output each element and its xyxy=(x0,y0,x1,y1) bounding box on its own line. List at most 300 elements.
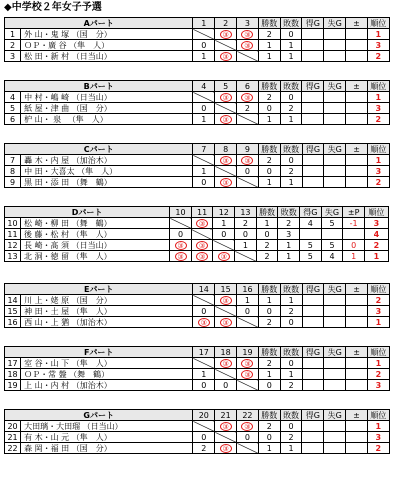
match-score-win xyxy=(215,443,237,454)
wins-value: 0 xyxy=(258,103,280,114)
team-name: 後 藤・松 村 （隼 人） xyxy=(20,229,169,240)
rank-value: 4 xyxy=(364,229,388,240)
table-row xyxy=(5,432,414,443)
goals-against xyxy=(324,306,346,317)
goal-difference: -1 xyxy=(343,218,365,229)
table-row xyxy=(5,251,414,262)
team-name: 森 岡・福 田 （国 分） xyxy=(21,443,193,454)
match-score-win xyxy=(237,92,259,103)
team-name: 中 田・大喜太 （隼 人） xyxy=(21,166,193,177)
self-match-cell xyxy=(237,443,259,454)
match-score-win xyxy=(237,155,259,166)
losses-value: 2 xyxy=(280,432,302,443)
header-diff: ± xyxy=(346,18,368,29)
header-losses: 敗数 xyxy=(280,347,302,358)
team-name: 室 谷・山 下 （隼 人） xyxy=(21,358,193,369)
header-gf: 得G xyxy=(302,347,324,358)
wins-value: 1 xyxy=(256,218,278,229)
header-diff: ± xyxy=(346,81,368,92)
header-wins: 勝数 xyxy=(256,207,278,218)
wins-value: 0 xyxy=(258,432,280,443)
match-score-win xyxy=(193,317,215,328)
goals-for xyxy=(302,166,324,177)
opponent-col-header: 20 xyxy=(193,410,215,421)
opponent-col-header: 10 xyxy=(170,207,192,218)
opponent-col-header: 5 xyxy=(215,81,237,92)
match-score-win xyxy=(191,251,213,262)
goals-for xyxy=(302,29,324,40)
group-table-5 xyxy=(4,283,414,328)
self-match-cell xyxy=(237,51,259,62)
goal-difference xyxy=(346,114,368,125)
header-gf: 得G xyxy=(302,284,324,295)
opponent-col-header: 3 xyxy=(237,18,259,29)
win-score-circle: ③ xyxy=(241,93,253,102)
win-score-circle: ③ xyxy=(196,219,208,228)
win-score-circle: ③ xyxy=(175,252,187,261)
group-table-1 xyxy=(4,17,414,62)
wins-value: 2 xyxy=(258,92,280,103)
match-score-win xyxy=(215,358,237,369)
goals-for: 5 xyxy=(300,251,322,262)
wins-value: 2 xyxy=(258,421,280,432)
goals-against xyxy=(324,51,346,62)
goal-difference xyxy=(346,103,368,114)
match-score: 2 xyxy=(235,218,257,229)
goals-against xyxy=(324,358,346,369)
losses-value: 0 xyxy=(280,421,302,432)
goals-against xyxy=(324,380,346,391)
party-name: Dパート xyxy=(5,207,170,218)
player-number: 8 xyxy=(5,166,21,177)
opponent-col-header: 18 xyxy=(215,347,237,358)
header-rank: 順位 xyxy=(367,18,389,29)
goals-for xyxy=(302,295,324,306)
match-score: 0 xyxy=(193,380,215,391)
rank-value: 3 xyxy=(368,306,390,317)
table-row xyxy=(5,29,414,40)
wins-value: 1 xyxy=(258,177,280,188)
header-rank: 順位 xyxy=(368,144,390,155)
match-score-win xyxy=(215,92,237,103)
goals-for xyxy=(302,51,324,62)
goals-for xyxy=(302,40,324,51)
self-match-cell xyxy=(235,251,257,262)
opponent-col-header: 15 xyxy=(215,284,237,295)
player-number: 14 xyxy=(5,295,21,306)
win-score-circle: ③ xyxy=(196,241,208,250)
win-score-circle: ③ xyxy=(241,41,253,50)
header-ga: 失G xyxy=(324,18,346,29)
goals-against xyxy=(324,114,346,125)
table-row xyxy=(5,380,414,391)
losses-value: 1 xyxy=(280,443,302,454)
goal-difference: 1 xyxy=(343,251,365,262)
player-number: 7 xyxy=(5,155,21,166)
party-name: Bパート xyxy=(5,81,193,92)
match-score: 0 xyxy=(193,40,215,51)
self-match-cell xyxy=(215,103,237,114)
player-number: 9 xyxy=(5,177,21,188)
team-name: 中 村・嶋 崎 （日当山） xyxy=(21,92,193,103)
header-wins: 勝数 xyxy=(258,284,280,295)
match-score: 0 xyxy=(237,432,259,443)
header-gf: 得G xyxy=(302,81,324,92)
goals-against xyxy=(324,29,346,40)
self-match-cell xyxy=(237,317,259,328)
goals-against xyxy=(324,166,346,177)
goal-difference xyxy=(346,29,368,40)
wins-value: 0 xyxy=(258,380,280,391)
match-score: 0 xyxy=(193,306,215,317)
header-rank: 順位 xyxy=(364,207,388,218)
rank-value: 1 xyxy=(368,155,390,166)
party-name: Fパート xyxy=(5,347,193,358)
header-wins: 勝数 xyxy=(258,18,280,29)
goal-difference xyxy=(346,443,368,454)
win-score-circle: ③ xyxy=(220,296,232,305)
goal-difference xyxy=(346,295,368,306)
goals-for xyxy=(302,380,324,391)
header-diff_d: ±P xyxy=(343,207,365,218)
goals-for xyxy=(302,155,324,166)
wins-value: 2 xyxy=(256,240,278,251)
match-score-win xyxy=(215,51,237,62)
header-losses: 敗数 xyxy=(280,284,302,295)
match-score: 0 xyxy=(193,432,215,443)
match-score: 0 xyxy=(170,229,192,240)
win-score-circle: ③ xyxy=(220,115,232,124)
goal-difference xyxy=(346,432,368,443)
rank-value: 2 xyxy=(368,369,390,380)
wins-value: 1 xyxy=(258,369,280,380)
team-name: 川 上・姥 原 （国 分） xyxy=(21,295,193,306)
wins-value: 0 xyxy=(256,229,278,240)
table-row xyxy=(5,369,414,380)
match-score-win xyxy=(237,29,259,40)
losses-value: 2 xyxy=(280,103,302,114)
header-diff: ± xyxy=(346,144,368,155)
table-row xyxy=(5,317,414,328)
match-score-win xyxy=(215,177,237,188)
match-score: 1 xyxy=(193,166,215,177)
rank-value: 2 xyxy=(364,240,388,251)
team-name: 松 田・新 村 （日当山） xyxy=(21,51,193,62)
header-losses: 敗数 xyxy=(280,144,302,155)
rank-value: 2 xyxy=(368,177,390,188)
opponent-col-header: 8 xyxy=(215,144,237,155)
header-rank: 順位 xyxy=(367,81,389,92)
match-score: 1 xyxy=(193,369,215,380)
opponent-col-header: 14 xyxy=(193,284,215,295)
goal-difference xyxy=(346,177,368,188)
header-gf: 得G xyxy=(302,410,324,421)
losses-value: 1 xyxy=(280,51,302,62)
goals-against xyxy=(324,295,346,306)
group-table-2 xyxy=(4,80,414,125)
goals-for xyxy=(302,358,324,369)
match-score: 0 xyxy=(235,229,257,240)
rank-value: 2 xyxy=(367,114,389,125)
group-table-6 xyxy=(4,346,414,391)
goals-for xyxy=(302,92,324,103)
table-header-row xyxy=(5,144,414,155)
team-name: 西 山・上 猶 （加治木） xyxy=(21,317,193,328)
match-score-win xyxy=(237,358,259,369)
table-header-row xyxy=(5,207,414,218)
losses-value: 0 xyxy=(280,29,302,40)
wins-value: 1 xyxy=(258,40,280,51)
header-ga: 失G xyxy=(324,347,346,358)
win-score-circle: ③ xyxy=(198,318,210,327)
player-number: 12 xyxy=(5,240,21,251)
team-name: 松 崎・柳 田 （舞 鶴） xyxy=(20,218,169,229)
header-gf: 得G xyxy=(302,18,324,29)
losses-value: 1 xyxy=(280,40,302,51)
self-match-cell xyxy=(193,421,215,432)
table-row xyxy=(5,51,414,62)
table-header-row xyxy=(5,81,414,92)
losses-value: 2 xyxy=(280,306,302,317)
match-score: 2 xyxy=(237,103,259,114)
goal-difference xyxy=(346,51,368,62)
team-name: 轟 木・内 屋 （加治木） xyxy=(21,155,193,166)
losses-value: 0 xyxy=(280,358,302,369)
goals-for xyxy=(302,432,324,443)
goals-for xyxy=(302,421,324,432)
player-number: 16 xyxy=(5,317,21,328)
match-score-win xyxy=(215,295,237,306)
player-number: 21 xyxy=(5,432,21,443)
win-score-circle: ③ xyxy=(175,241,187,250)
opponent-col-header: 2 xyxy=(215,18,237,29)
team-name: 上 山・内 村 （加治木） xyxy=(21,380,193,391)
header-diff: ± xyxy=(346,284,368,295)
goal-difference xyxy=(343,229,365,240)
losses-value: 2 xyxy=(280,380,302,391)
team-name: ＯＰ・廣 谷 （隼 人） xyxy=(21,40,193,51)
self-match-cell xyxy=(213,240,235,251)
goal-difference xyxy=(346,40,368,51)
header-rank: 順位 xyxy=(368,284,390,295)
opponent-col-header: 4 xyxy=(193,81,215,92)
goal-difference xyxy=(346,369,368,380)
header-diff: ± xyxy=(346,347,368,358)
win-score-circle: ③ xyxy=(196,252,208,261)
goals-for: 4 xyxy=(300,218,322,229)
match-score: 2 xyxy=(193,443,215,454)
table-row xyxy=(5,218,414,229)
team-name: 黒 田・添 田 （舞 鶴） xyxy=(21,177,193,188)
goals-against xyxy=(324,443,346,454)
table-row xyxy=(5,306,414,317)
header-gf: 得G xyxy=(300,207,322,218)
team-name: 有 木・山 元 （隼 人） xyxy=(21,432,193,443)
match-score-win xyxy=(237,369,259,380)
losses-value: 1 xyxy=(278,251,300,262)
match-score: 0 xyxy=(237,306,259,317)
group-table-7 xyxy=(4,409,414,454)
win-score-circle: ③ xyxy=(241,370,253,379)
table-header-row xyxy=(5,18,414,29)
header-rank: 順位 xyxy=(367,410,389,421)
goals-for xyxy=(302,317,324,328)
win-score-circle: ③ xyxy=(220,178,232,187)
wins-value: 2 xyxy=(256,251,278,262)
standings-table xyxy=(4,409,414,454)
table-row xyxy=(5,166,414,177)
wins-value: 1 xyxy=(258,443,280,454)
header-losses: 敗数 xyxy=(280,81,302,92)
match-score-win xyxy=(191,240,213,251)
goal-difference xyxy=(346,380,368,391)
win-score-circle: ③ xyxy=(241,359,253,368)
standings-table xyxy=(4,17,414,62)
team-name: ＯＰ・常 盤 （舞 鶴） xyxy=(21,369,193,380)
match-score-win xyxy=(215,114,237,125)
self-match-cell xyxy=(237,380,259,391)
player-number: 2 xyxy=(5,40,21,51)
self-match-cell xyxy=(215,432,237,443)
match-score: 1 xyxy=(193,114,215,125)
player-number: 10 xyxy=(5,218,21,229)
wins-value: 0 xyxy=(258,306,280,317)
win-score-circle: ③ xyxy=(241,422,253,431)
team-name: 神 田・土 屋 （隼 人） xyxy=(21,306,193,317)
losses-value: 1 xyxy=(280,369,302,380)
opponent-col-header: 19 xyxy=(237,347,259,358)
header-diff: ± xyxy=(346,410,368,421)
self-match-cell xyxy=(215,369,237,380)
match-score-win xyxy=(215,155,237,166)
header-losses: 敗数 xyxy=(278,207,300,218)
match-score: 0 xyxy=(193,103,215,114)
goals-against xyxy=(324,103,346,114)
match-score-win xyxy=(215,421,237,432)
match-score: 1 xyxy=(237,295,259,306)
losses-value: 1 xyxy=(280,114,302,125)
self-match-cell xyxy=(237,114,259,125)
player-number: 20 xyxy=(5,421,21,432)
opponent-col-header: 16 xyxy=(237,284,259,295)
rank-value: 3 xyxy=(367,432,389,443)
header-ga: 失G xyxy=(324,410,346,421)
losses-value: 2 xyxy=(278,218,300,229)
match-score-win xyxy=(215,29,237,40)
win-score-circle: ③ xyxy=(220,422,232,431)
win-score-circle: ③ xyxy=(241,156,253,165)
rank-value: 3 xyxy=(364,218,388,229)
match-score: 1 xyxy=(193,51,215,62)
match-score-win xyxy=(170,240,192,251)
wins-value: 1 xyxy=(258,51,280,62)
standings-table xyxy=(4,143,414,188)
player-number: 15 xyxy=(5,306,21,317)
table-header-row xyxy=(5,347,414,358)
match-score-win xyxy=(215,317,237,328)
match-score: 0 xyxy=(213,229,235,240)
losses-value: 0 xyxy=(280,317,302,328)
group-table-3 xyxy=(4,143,414,188)
player-number: 19 xyxy=(5,380,21,391)
goals-against xyxy=(324,432,346,443)
goal-difference xyxy=(346,317,368,328)
self-match-cell xyxy=(215,306,237,317)
party-name: Eパート xyxy=(5,284,193,295)
player-number: 22 xyxy=(5,443,21,454)
player-number: 6 xyxy=(5,114,21,125)
header-ga: 失G xyxy=(324,81,346,92)
table-row xyxy=(5,358,414,369)
goals-against xyxy=(321,229,343,240)
table-row xyxy=(5,240,414,251)
opponent-col-header: 13 xyxy=(235,207,257,218)
wins-value: 2 xyxy=(258,358,280,369)
self-match-cell xyxy=(215,166,237,177)
goals-for xyxy=(302,443,324,454)
table-row xyxy=(5,229,414,240)
table-header-row xyxy=(5,284,414,295)
losses-value: 3 xyxy=(278,229,300,240)
header-losses: 敗数 xyxy=(280,410,302,421)
losses-value: 2 xyxy=(280,166,302,177)
goals-against xyxy=(324,369,346,380)
goals-against: 4 xyxy=(321,251,343,262)
self-match-cell xyxy=(193,358,215,369)
player-number: 11 xyxy=(5,229,21,240)
standings-table xyxy=(4,283,414,328)
rank-value: 3 xyxy=(368,166,390,177)
standings-table xyxy=(4,346,414,391)
table-row xyxy=(5,103,414,114)
rank-value: 1 xyxy=(368,317,390,328)
losses-value: 0 xyxy=(280,92,302,103)
opponent-col-header: 9 xyxy=(237,144,259,155)
header-wins: 勝数 xyxy=(258,81,280,92)
self-match-cell xyxy=(193,29,215,40)
win-score-circle: ③ xyxy=(220,93,232,102)
header-ga: 失G xyxy=(324,284,346,295)
rank-value: 1 xyxy=(364,251,388,262)
match-score: 0 xyxy=(237,166,259,177)
match-score: 1 xyxy=(235,240,257,251)
table-row xyxy=(5,155,414,166)
player-number: 18 xyxy=(5,369,21,380)
goals-for xyxy=(302,369,324,380)
header-wins: 勝数 xyxy=(258,347,280,358)
rank-value: 3 xyxy=(368,380,390,391)
match-score-win xyxy=(237,421,259,432)
goals-against: 5 xyxy=(321,240,343,251)
team-name: 紙 屋・津 曲 （国 分） xyxy=(21,103,193,114)
wins-value: 1 xyxy=(258,295,280,306)
wins-value: 2 xyxy=(258,155,280,166)
win-score-circle: ③ xyxy=(218,252,230,261)
rank-value: 1 xyxy=(367,421,389,432)
team-name: 長 崎・髙 須 （日当山） xyxy=(20,240,169,251)
opponent-col-header: 12 xyxy=(213,207,235,218)
win-score-circle: ③ xyxy=(241,30,253,39)
player-number: 4 xyxy=(5,92,21,103)
party-name: Aパート xyxy=(5,18,193,29)
rank-value: 2 xyxy=(368,295,390,306)
player-number: 3 xyxy=(5,51,21,62)
win-score-circle: ③ xyxy=(220,156,232,165)
goals-against xyxy=(324,421,346,432)
team-name: 枦 山・ 泉 （隼 人） xyxy=(21,114,193,125)
opponent-col-header: 1 xyxy=(193,18,215,29)
goals-for xyxy=(302,177,324,188)
